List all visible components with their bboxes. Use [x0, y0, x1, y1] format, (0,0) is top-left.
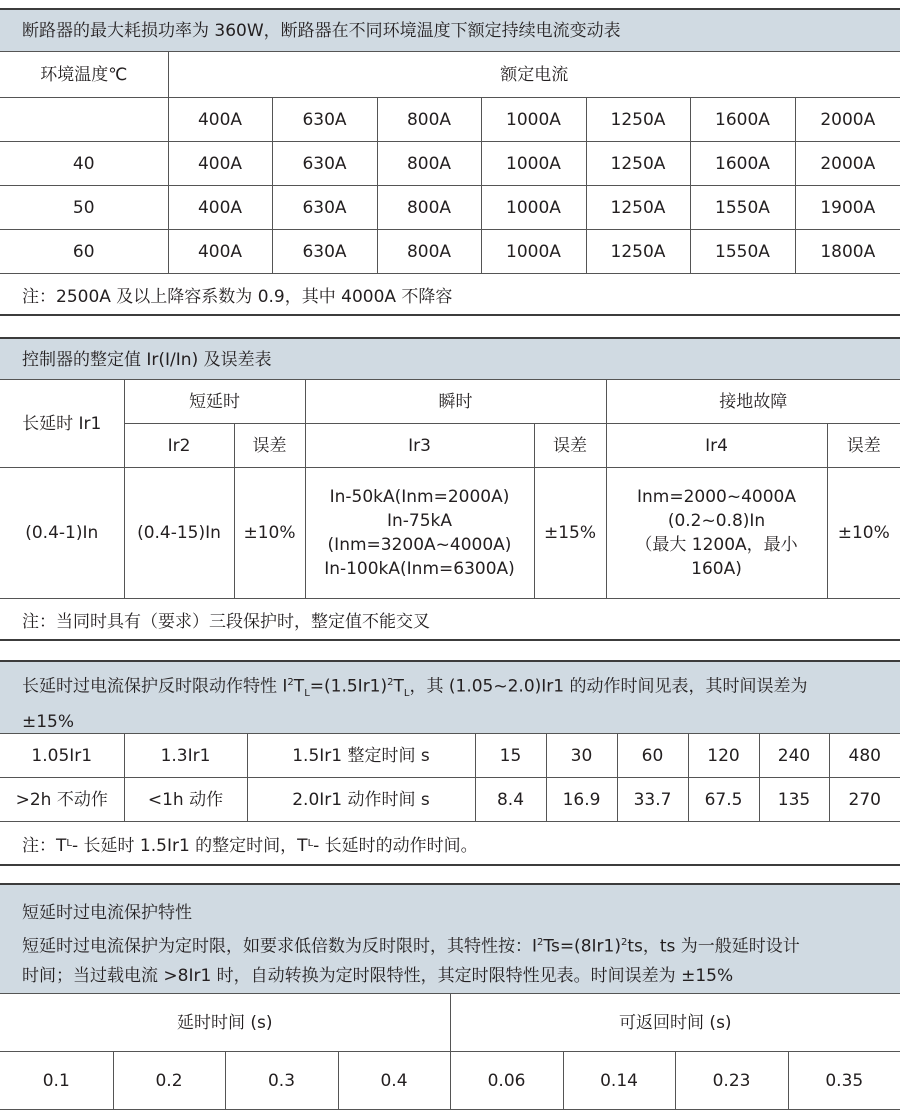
table-row: 50 400A 630A 800A 1000A 1250A 1550A 1900A [0, 186, 900, 230]
table-row: 1.05Ir1 1.3Ir1 1.5Ir1 整定时间 s 15 30 60 120 240 480 [0, 734, 900, 778]
table-note: 注：当同时具有（要求）三段保护时，整定值不能交叉 [0, 599, 900, 641]
short-delay-header: 短延时 [124, 380, 305, 424]
section-header: 控制器的整定值 Ir(I/In) 及误差表 [0, 337, 900, 379]
delay-time-header: 延时时间 (s) [0, 994, 450, 1052]
ir3-values: In-50kA(Inm=2000A) In-75kA (Inm=3200A~4000A) In-100kA(Inm=6300A) [305, 468, 534, 599]
section-header: 短延时过电流保护特性 短延时过电流保护为定时限，如要求低倍数为反时限时，其特性按：$I^2Ts=(8Ir1)^2ts$，ts 为一般延时设计 时间；当过载电流 >8Ir1 时，自动转换为定时限特性，其定时限特性见表。时间误差为 ±15% [0, 883, 900, 993]
setting-error-table: 长延时 Ir1 短延时 瞬时 接地故障 Ir2 误差 Ir3 误差 Ir4 误差 (0.4-1)In (0.4-15)In ±10% In-50kA(Inm=2000A) In-75kA (Inm=3200A~4000A) In-100kA(Inm=6300A) ±15% Inm=2000~4000A (0.2~0.8)In （最大 1200A，最小 160A) ±10% [0, 379, 900, 599]
rated-current-header: 额定电流 [168, 52, 900, 98]
section-header: 断路器的最大耗损功率为 360W，断路器在不同环境温度下额定持续电流变动表 [0, 8, 900, 51]
setting-error-section [0, 337, 900, 641]
table-row: (0.4-1)In (0.4-15)In ±10% In-50kA(Inm=2000A) In-75kA (Inm=3200A~4000A) In-100kA(Inm=6300A) ±15% Inm=2000~4000A (0.2~0.8)In （最大 1200A，最小 160A) ±10% [0, 468, 900, 599]
table-note: 注：T L - 长延时 1.5Ir1 的整定时间，T L - 长延时的动作时间。 [0, 822, 900, 866]
table-row: 0.1 0.2 0.3 0.4 0.06 0.14 0.23 0.35 [0, 1052, 900, 1110]
rated-current-table [0, 51, 900, 274]
ground-fault-header: 接地故障 [606, 380, 900, 424]
table-row: 40 400A 630A 800A 1000A 1250A 1600A 2000A [0, 142, 900, 186]
short-delay-section [0, 883, 900, 1110]
return-time-header: 可返回时间 (s) [450, 994, 900, 1052]
long-delay-section [0, 660, 900, 866]
table-note: 注：2500A 及以上降容系数为 0.9，其中 4000A 不降容 [0, 274, 900, 316]
ir4-values: Inm=2000~4000A (0.2~0.8)In （最大 1200A，最小 160A) [606, 468, 827, 599]
table-row: 400A 630A 800A 1000A 1250A 1600A 2000A [0, 98, 900, 142]
section-header: 长延时过电流保护反时限动作特性 $I^2T_L=(1.5Ir1)^2T_L$，其 (1.05~2.0)Ir1 的动作时间见表，其时间误差为 ±15% [0, 660, 900, 733]
table-row: >2h 不动作 <1h 动作 2.0Ir1 动作时间 s 8.4 16.9 33.7 67.5 135 270 [0, 778, 900, 822]
instant-header: 瞬时 [305, 380, 606, 424]
action-time-table [0, 733, 900, 822]
env-temp-header: 环境温度℃ [0, 52, 168, 98]
rated-current-section [0, 8, 900, 316]
long-delay-header: 长延时 Ir1 [0, 380, 124, 468]
short-delay-table [0, 993, 900, 1110]
table-row: 60 400A 630A 800A 1000A 1250A 1550A 1800A [0, 230, 900, 274]
